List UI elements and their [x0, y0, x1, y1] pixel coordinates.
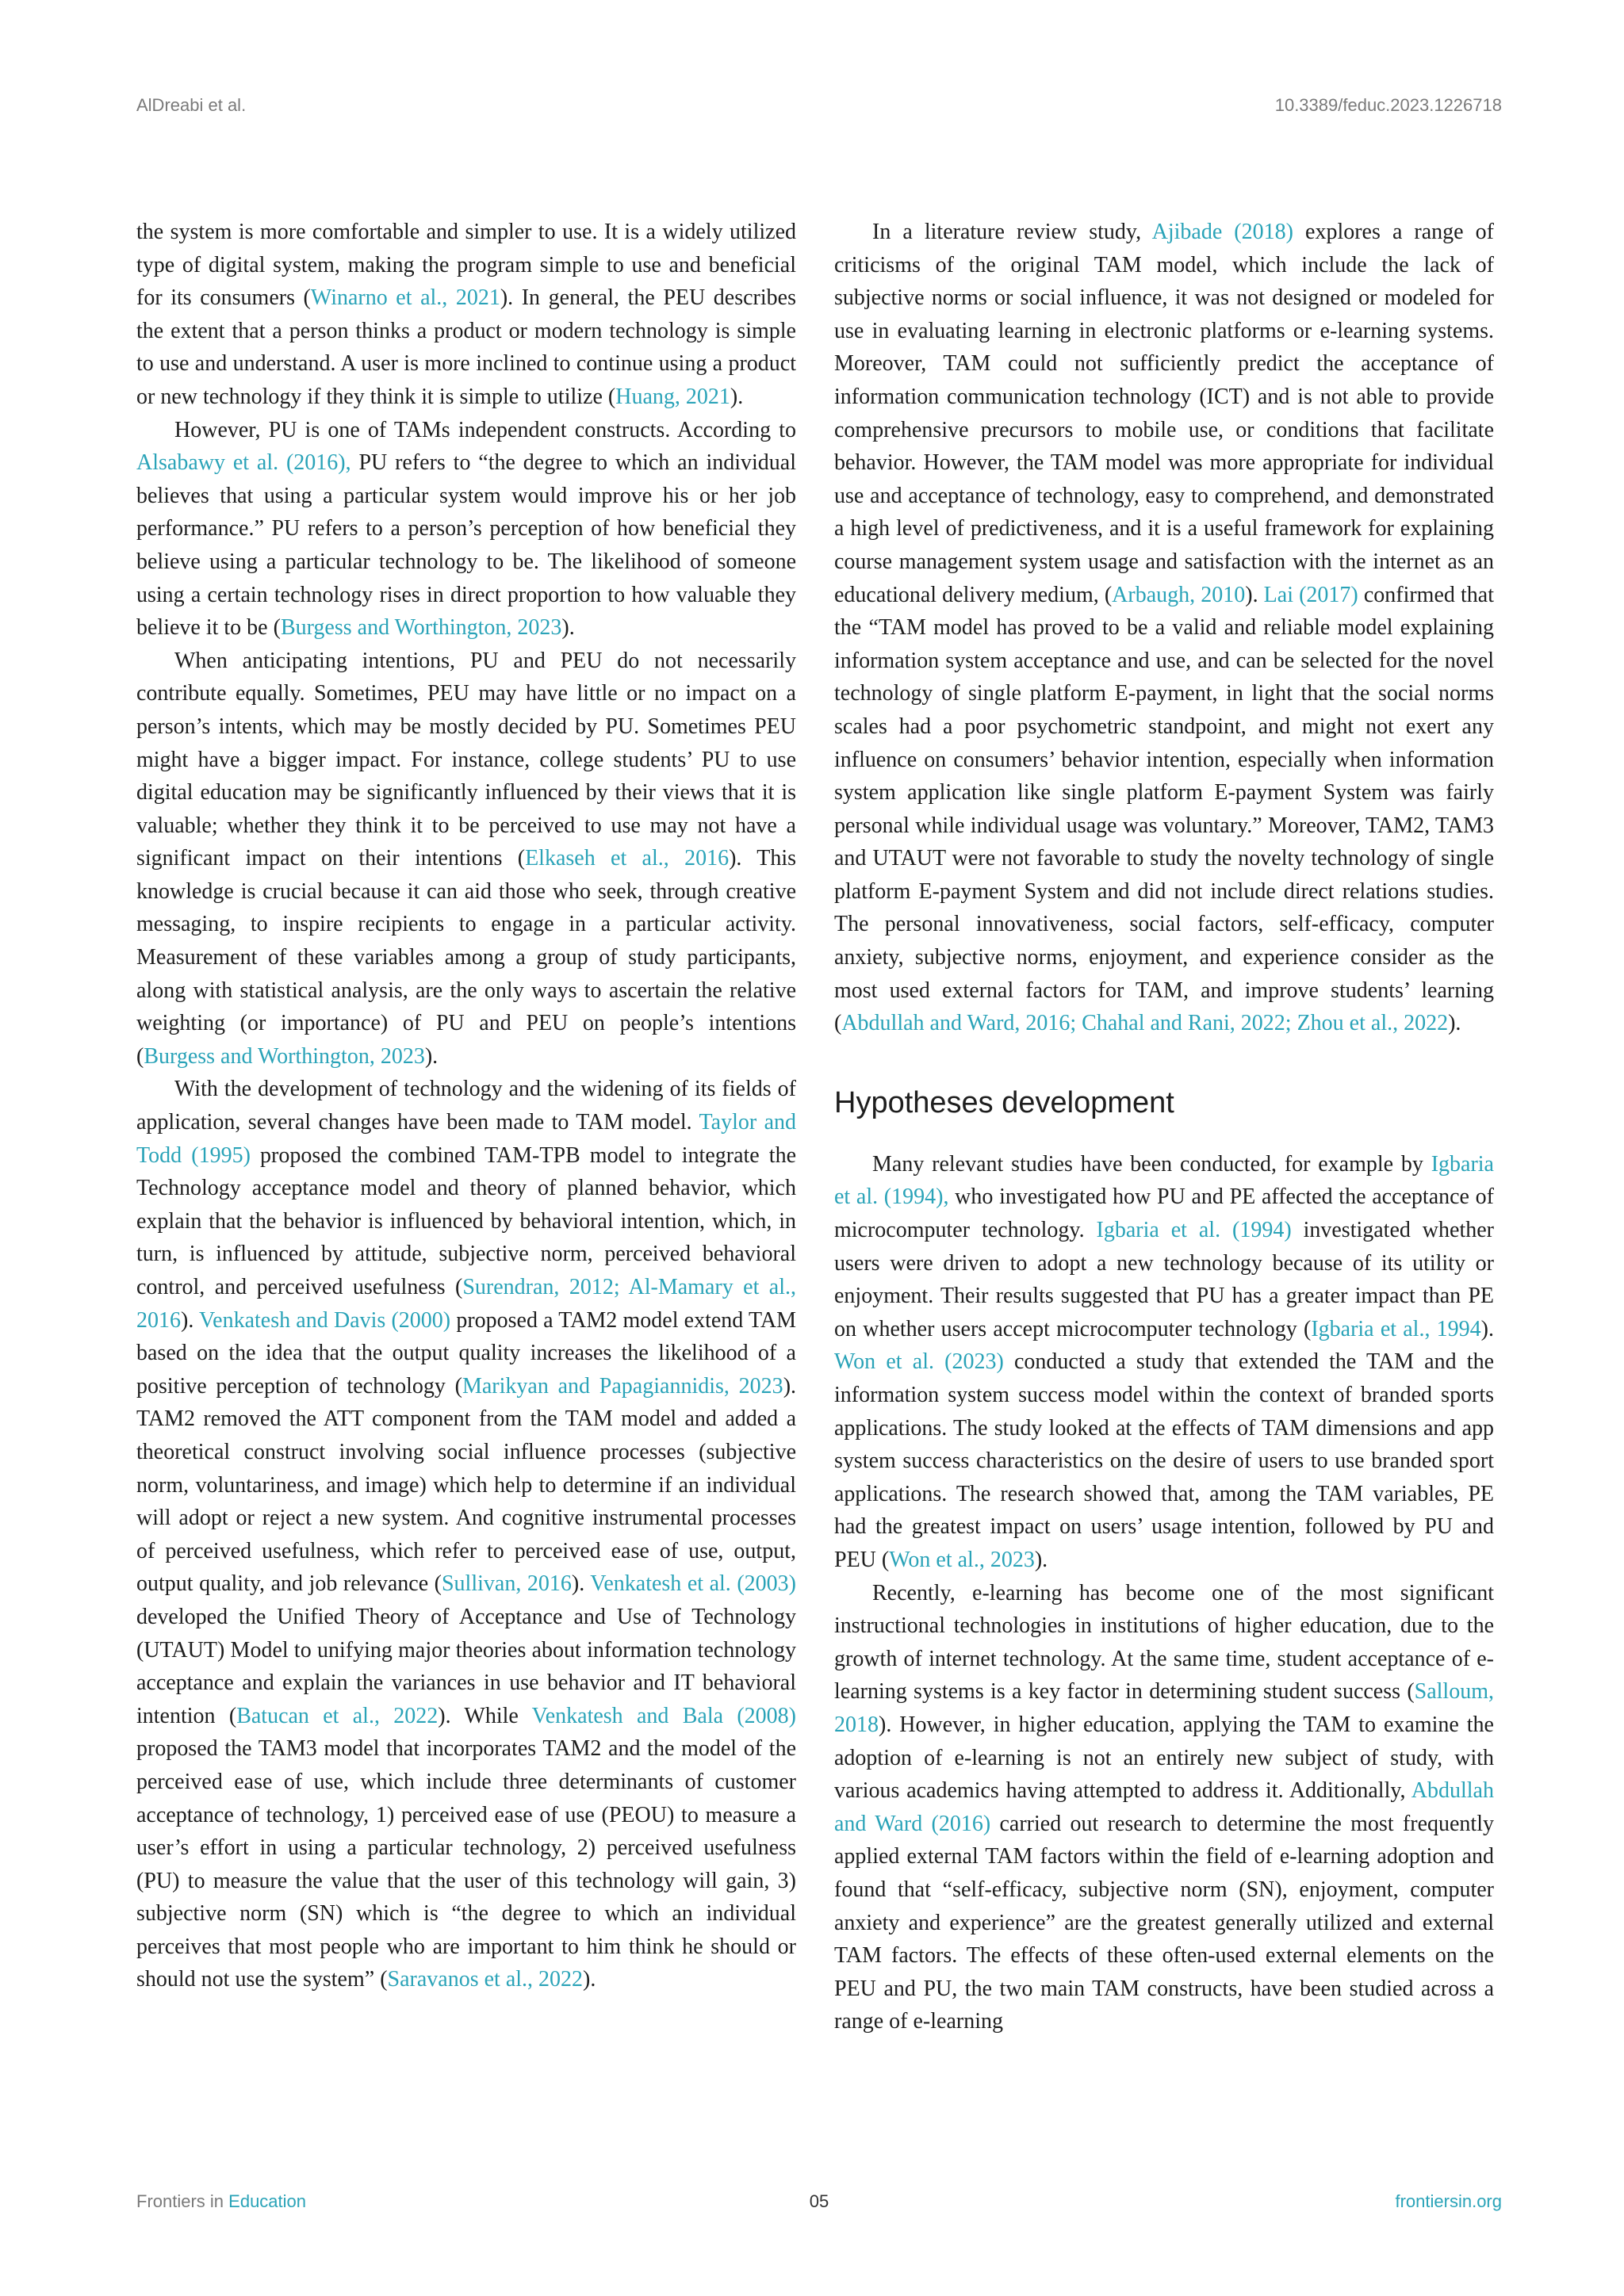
- citation-link[interactable]: Venkatesh and Bala (2008): [531, 1703, 796, 1728]
- site-link[interactable]: frontiersin.org: [1395, 2191, 1502, 2211]
- citation-link[interactable]: Abdullah and Ward, 2016; Chahal and Rani, 2022; Zhou et al., 2022: [841, 1011, 1449, 1036]
- paragraph: the system is more comfortable and simpler to use. It is a widely utilized type of digital system, making the program simple to use and beneficial for its consumers (Winarno et al., 2021). In general, the PEU describes the extent that a person thinks a product or modern technology is simple to use and understand. A user is more inclined to continue using a product or new technology if they think it is simple to utilize (Huang, 2021).: [136, 220, 796, 409]
- citation-link[interactable]: Taylor and Todd (1995): [136, 1110, 797, 1168]
- right-column: [834, 216, 1494, 2038]
- left-column: [136, 216, 796, 1996]
- citation-link[interactable]: Ajibade (2018): [1151, 220, 1293, 244]
- citation-link[interactable]: Venkatesh et al. (2003): [590, 1571, 796, 1597]
- journal-link[interactable]: Education: [228, 2191, 307, 2211]
- citation-link[interactable]: Igbaria et al. (1994),: [834, 1151, 1494, 1210]
- citation-link[interactable]: Saravanos et al., 2022: [387, 1967, 584, 1992]
- citation-link[interactable]: Burgess and Worthington, 2023: [144, 1043, 425, 1069]
- citation-link[interactable]: Won et al. (2023): [834, 1349, 1004, 1375]
- citation-link[interactable]: Alsabawy et al. (2016),: [136, 450, 351, 476]
- citation-link[interactable]: Elkaseh et al., 2016: [525, 846, 730, 871]
- citation-link[interactable]: Venkatesh and Davis (2000): [199, 1307, 451, 1333]
- paragraph: In a literature review study, Ajibade (2018) explores a range of criticisms of the original TAM model, which include the lack of subjective norms or social influence, it was not designed or modeled for use in evaluating learning in electronic platforms or e-learning systems. Moreover, TAM could not sufficiently predict the acceptance of information communication technology (ICT) and is not able to provide comprehensive precursors to mobile use, or conditions that facilitate behavior. However, the TAM model was more appropriate for individual use and acceptance of technology, easy to comprehend, and demonstrated a high level of predictiveness, and it is a useful framework for explaining course management system usage and satisfaction with the internet as an educational delivery medium, (Arbaugh, 2010). Lai (2017) confirmed that the “TAM model has proved to be a valid and reliable model explaining information system acceptance and use, and can be selected for the novel technology of single platform E-payment, in light that the social norms scales had a poor psychometric standpoint, and might not exert any influence on consumers’ behavior intention, especially when information system application like single platform E-payment System was fairly personal while individual usage was voluntary.” Moreover, TAM2, TAM3 and UTAUT were not favorable to study the novelty technology of single platform E-payment System and did not include direct relations studies. The personal innovativeness, social factors, self-efficacy, computer anxiety, subjective norms, enjoyment, and experience consider as the most used external factors for TAM, and improve students’ learning (Abdullah and Ward, 2016; Chahal and Rani, 2022; Zhou et al., 2022).: [834, 220, 1494, 1036]
- citation-link[interactable]: Sullivan, 2016: [441, 1571, 572, 1597]
- citation-link[interactable]: Winarno et al., 2021: [310, 285, 500, 311]
- page-number: 05: [809, 2191, 829, 2211]
- paragraph: When anticipating intentions, PU and PEU do not necessarily contribute equally. Sometimes, PEU may have little or no impact on a person’s intents, which may be mostly decided by PU. Sometimes PEU might have a bigger impact. For instance, college students’ PU to use digital education may be significantly influenced by their views that it is valuable; whether they think it to be perceived to use may not have a significant impact on their intentions (Elkaseh et al., 2016). This knowledge is crucial because it can aid those who seek, through creative messaging, to inspire recipients to engage in a particular activity. Measurement of these variables among a group of study participants, along with statistical analysis, are the only ways to ascertain the relative weighting (or importance) of PU and PEU on people’s intentions (Burgess and Worthington, 2023).: [136, 648, 796, 1069]
- citation-link[interactable]: Surendran, 2012; Al-Mamary et al., 2016: [136, 1275, 796, 1333]
- citation-link[interactable]: Abdullah and Ward (2016): [834, 1778, 1494, 1836]
- citation-link[interactable]: Huang, 2021: [615, 384, 730, 409]
- citation-link[interactable]: Arbaugh, 2010: [1112, 582, 1246, 607]
- citation-link[interactable]: Batucan et al., 2022: [236, 1703, 439, 1728]
- citation-link[interactable]: Lai (2017): [1263, 582, 1358, 607]
- page-footer: [136, 2190, 1502, 2214]
- running-header-doi: 10.3389/feduc.2023.1226718: [1274, 95, 1502, 115]
- paragraph: With the development of technology and the widening of its fields of application, several changes have been made to TAM model. Taylor and Todd (1995) proposed the combined TAM-TPB model to integrate the Technology acceptance model and theory of planned behavior, which explain that the behavior is influenced by behavioral intention, which, in turn, is influenced by attitude, subjective norm, perceived behavioral control, and perceived usefulness (Surendran, 2012; Al-Mamary et al., 2016). Venkatesh and Davis (2000) proposed a TAM2 model extend TAM based on the idea that the output quality increases the likelihood of a positive perception of technology (Marikyan and Papagiannidis, 2023). TAM2 removed the ATT component from the TAM model and added a theoretical construct involving social influence processes (subjective norm, voluntariness, and image) which help to determine if an individual will adopt or reject a new system. And cognitive instrumental processes of perceived usefulness, which refer to perceived ease of use, output, output quality, and job relevance (Sullivan, 2016). Venkatesh et al. (2003) developed the Unified Theory of Acceptance and Use of Technology (UTAUT) Model to unifying major theories about information technology acceptance and explain the variances in use behavior and IT behavioral intention (Batucan et al., 2022). While Venkatesh and Bala (2008) proposed the TAM3 model that incorporates TAM2 and the model of the perceived ease of use, which include three determinants of customer acceptance of technology, 1) perceived ease of use (PEOU) to measure a user’s effort in using a particular technology, 2) perceived usefulness (PU) to measure the value that the user of this technology will gain, 3) subjective norm (SN) which is “the degree to which an individual perceives that most people who are important to him think he should or should not use the system” (Saravanos et al., 2022).: [136, 1077, 797, 1992]
- footer-journal: Frontiers in Education: [136, 2191, 307, 2211]
- citation-link[interactable]: Won et al., 2023: [889, 1547, 1035, 1572]
- section-heading: Hypotheses development: [834, 1085, 1174, 1119]
- running-header-authors: AlDreabi et al.: [136, 95, 247, 115]
- paragraph: Recently, e-learning has become one of the most significant instructional technologies in institutions of higher education, due to the growth of internet technology. At the same time, student acceptance of e-learning systems is a key factor in determining student success (Salloum, 2018). However, in higher education, applying the TAM to examine the adoption of e-learning is not an entirely new subject of study, with various academics having attempted to address it. Additionally, Abdullah and Ward (2016) carried out research to determine the most frequently applied external TAM factors within the field of e-learning adoption and found that “self-efficacy, subjective norm (SN), enjoyment, computer anxiety and experience” are the greatest generally utilized and external TAM factors. The effects of these often-used external elements on the PEU and PU, the two main TAM constructs, have been studied across a range of e-learning: [834, 1580, 1494, 2034]
- citation-link[interactable]: Igbaria et al. (1994): [1096, 1218, 1292, 1243]
- citation-link[interactable]: Marikyan and Papagiannidis, 2023: [462, 1373, 783, 1399]
- citation-link[interactable]: Burgess and Worthington, 2023: [280, 615, 562, 641]
- paragraph: Many relevant studies have been conducted, for example by Igbaria et al. (1994), who investigated how PU and PE affected the acceptance of microcomputer technology. Igbaria et al. (1994) investigated whether users were driven to adopt a new technology because of its utility or enjoyment. Their results suggested that PU has a greater impact than PE on whether users accept microcomputer technology (Igbaria et al., 1994). Won et al. (2023) conducted a study that extended the TAM and the information system success model within the context of branded sports applications. The study looked at the effects of TAM dimensions and app system success characteristics on the desire of users to use branded sport applications. The research showed that, among the TAM variables, PE had the greatest impact on users’ usage intention, followed by PU and PEU (Won et al., 2023).: [834, 1151, 1495, 1572]
- citation-link[interactable]: Salloum, 2018: [834, 1679, 1494, 1737]
- citation-link[interactable]: Igbaria et al., 1994: [1311, 1316, 1481, 1341]
- paragraph: However, PU is one of TAMs independent constructs. According to Alsabawy et al. (2016), PU refers to “the degree to which an individual believes that using a particular system would improve his or her job performance.” PU refers to a person’s perception of how beneficial they believe using a particular technology to be. The likelihood of someone using a certain technology rises in direct proportion to how valuable they believe it to be (Burgess and Worthington, 2023).: [136, 417, 796, 641]
